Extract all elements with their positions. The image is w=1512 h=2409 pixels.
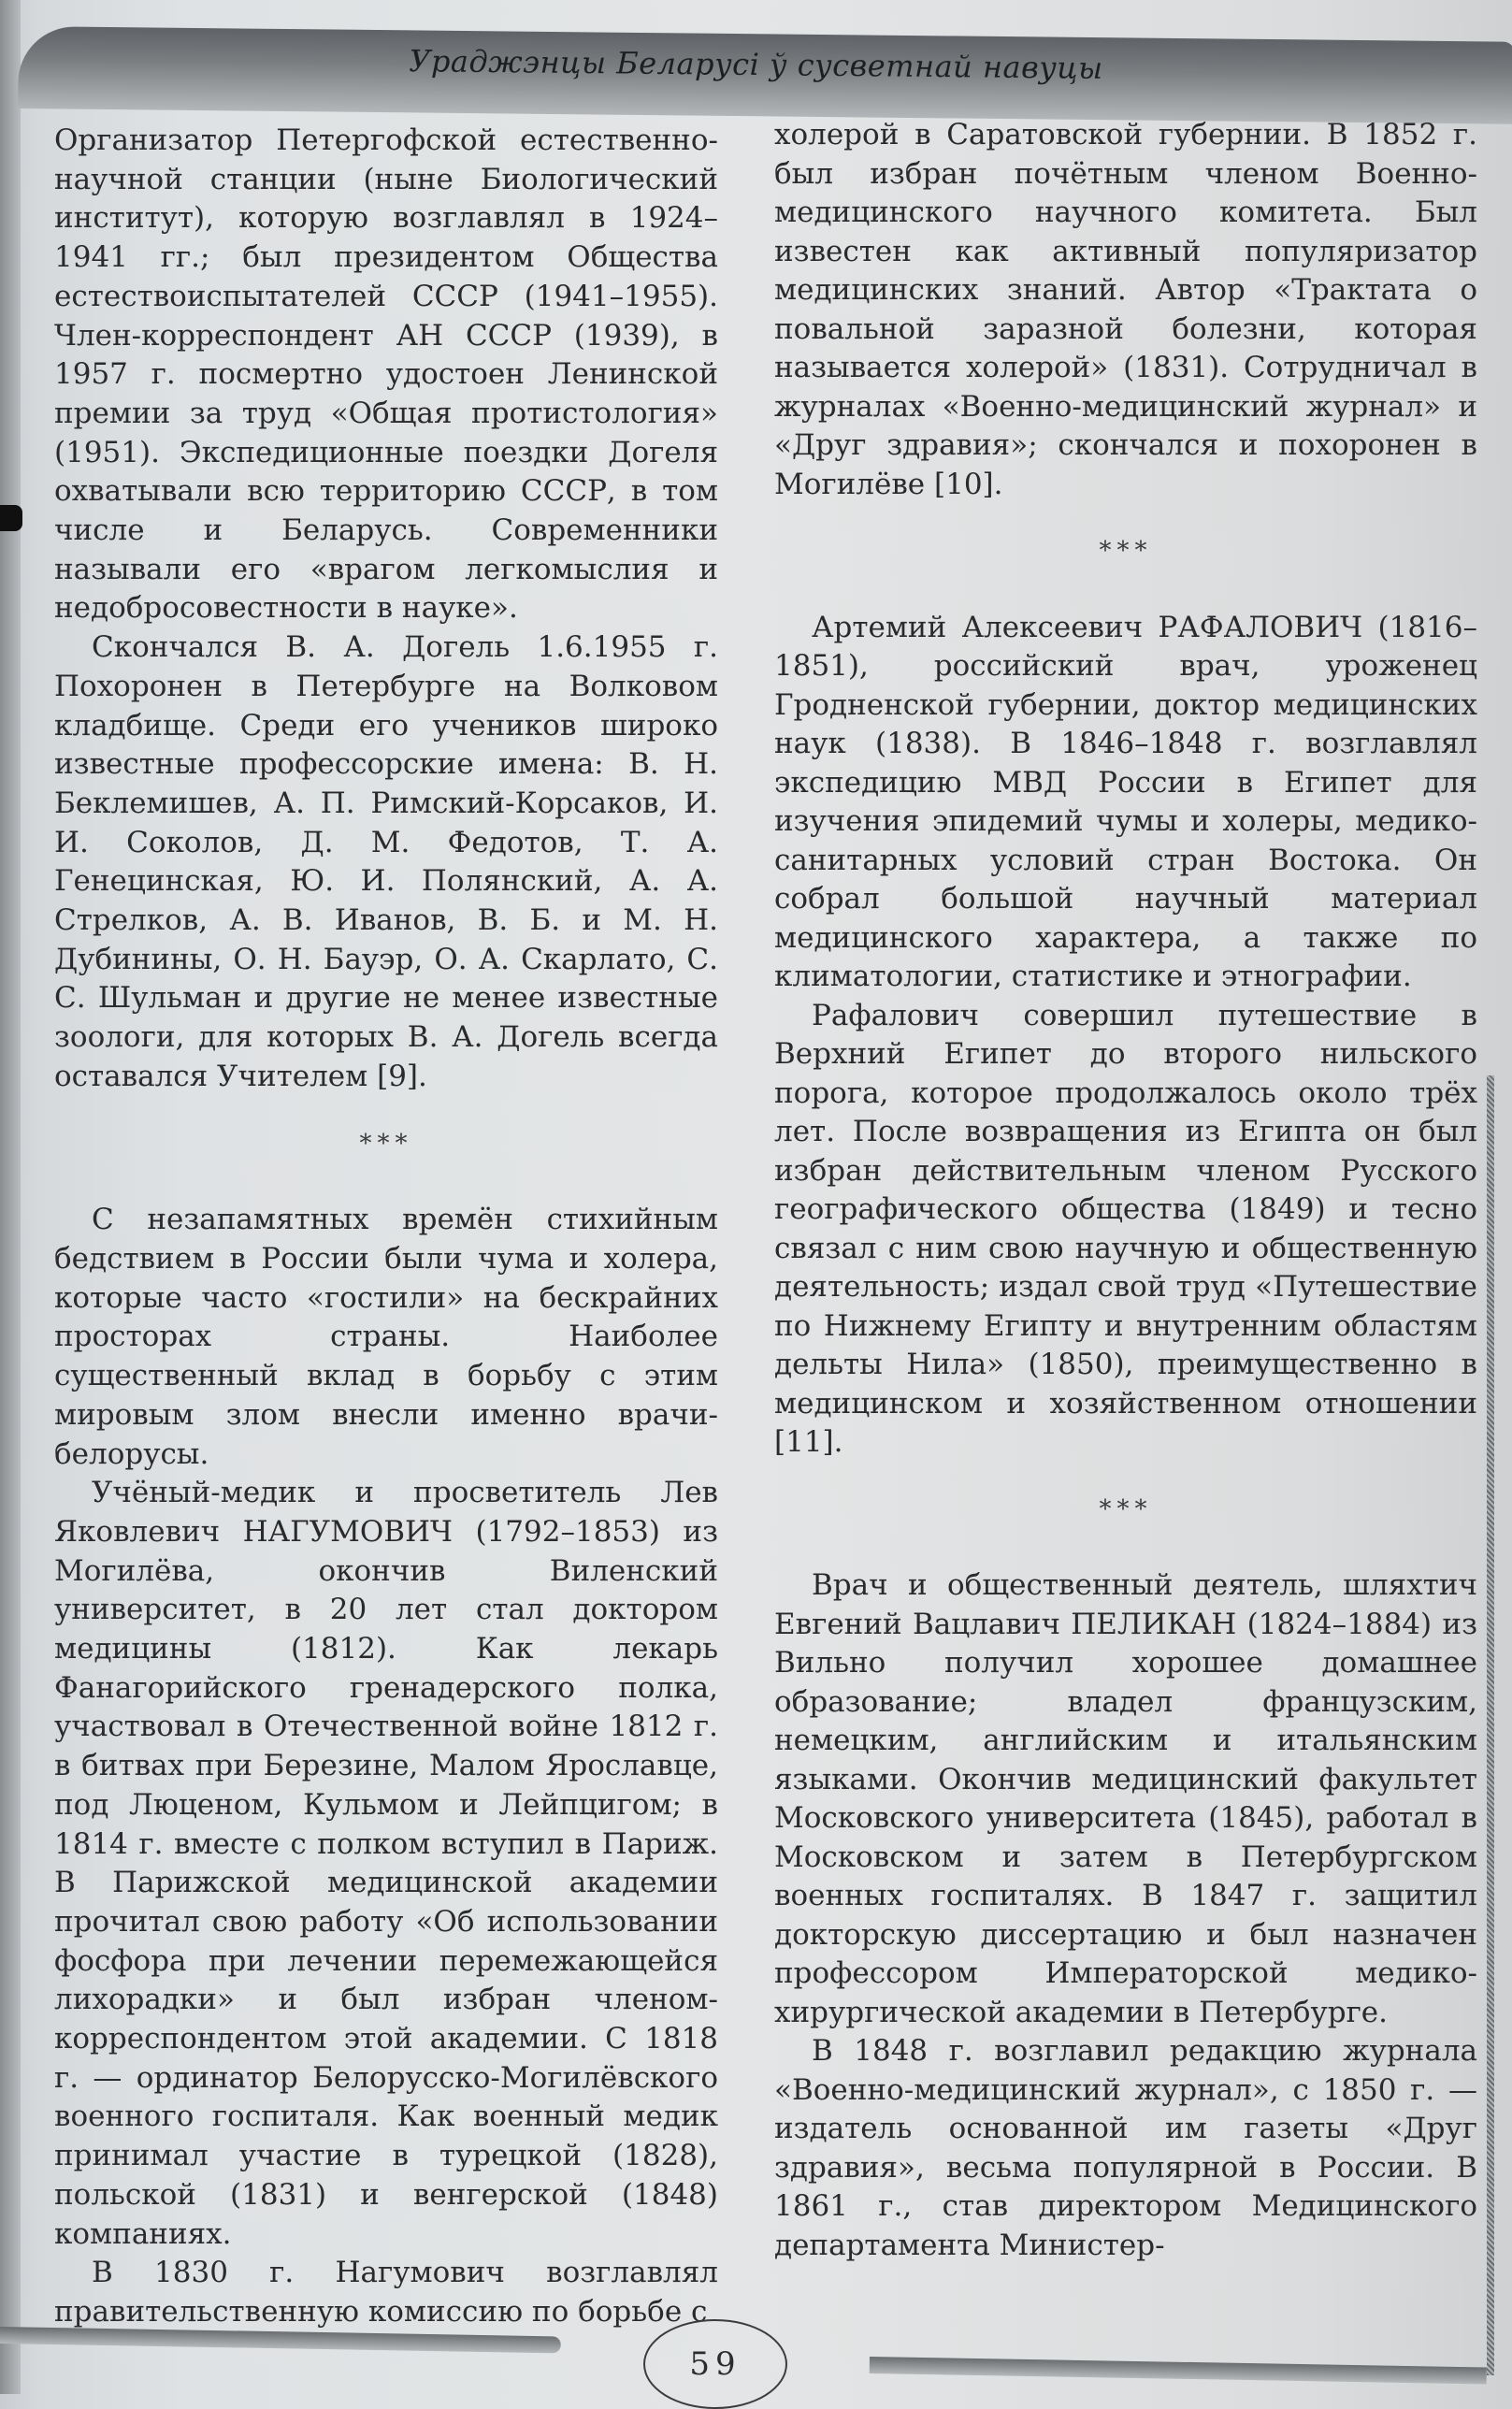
- paragraph-pelikan-bio: Врач и общественный деятель, шляхтич Евгений Вацлавич ПЕЛИКАН (1824–1884) из Вильно получил хорошее домашнее образование; владел французским, немецким, английским и итальянским языками. Окончив медицинский факультет Московского университета (1845), работал в Московском и затем в Петербургском военных госпиталях. В 1847 г. защитил докторскую диссертацию и был назначен профессором Императорской медико-хирургической академии в Петербурге.: [774, 1568, 1477, 2029]
- right-column: [774, 116, 1477, 2265]
- paragraph-nagumovich-continued: холерой в Саратовской губернии. В 1852 г. был избран почётным членом Военно-медицинского научного комитета. Был известен как активный популяризатор медицинских знаний. Автор «Трактата о повальной заразной болезни, которая называется холерой» (1831). Сотрудничал в журналах «Военно-медицинский журнал» и «Друг здравия»; скончался и похоронен в Могилёве [10].: [774, 118, 1477, 501]
- paragraph-dogel-death: Скончался В. А. Догель 1.6.1955 г. Похоронен в Петербурге на Волковом кладбище. Среди его учеников широко известные профессорские имена: В. Н. Беклемишев, А. П. Римский-Корсаков, И. И. Соколов, Д. М. Федотов, Т. А. Генецинская, Ю. И. Полянский, А. А. Стрелков, А. В. Иванов, В. Б. и М. Н. Дубинины, О. Н. Бауэр, О. А. Скарлато, С. С. Шульман и другие не менее известные зоологи, для которых В. А. Догель всегда оставался Учителем [9].: [54, 630, 718, 1093]
- paragraph-rafalovich-travel: Рафалович совершил путешествие в Верхний Египет до второго нильского порога, которое продолжалось около трёх лет. После возвращения из Египта он был избран действительным членом Русского географического общества (1849) и тесно связал с ним свою научную и общественную деятельность; издал свой труд «Путешествие по Нижнему Египту и внутренним областям дельты Нила» (1850), преимущественно в медицинском и хозяйственном отношении [11].: [774, 998, 1477, 1459]
- page-binding-edge: [0, 0, 21, 2394]
- paragraph-nagumovich-commission: В 1830 г. Нагумович возглавлял правительственную комиссию по борьбе с: [54, 2256, 718, 2329]
- running-header-title: Ураджэнцы Беларусі ў сусветнай навуцы: [409, 43, 1103, 86]
- right-margin-rule: [1487, 1075, 1494, 2375]
- paragraph-nagumovich-bio: Учёный-медик и просветитель Лев Яковлевич НАГУМОВИЧ (1792–1853) из Могилёва, окончив Виленский университет, в 20 лет стал доктором медицины (1812). Как лекарь Фанагорийского гренадерского полка, участвовал в Отечественной войне 1812 г. в битвах при Березине, Малом Ярославце, под Люценом, Кульмом и Лейпцигом; в 1814 г. вместе с полком вступил в Париж. В Парижской медицинской академии прочитал свою работу «Об использовании фосфора при лечении перемежающейся лихорадки» и был избран членом-корреспондентом этой академии. С 1818 г. — ординатор Белорусско-Могилёвского военного госпиталя. Как военный медик принимал участие в турецкой (1828), польской (1831) и венгерской (1848) компаниях.: [54, 1476, 718, 2251]
- binder-clip-mark: [0, 505, 22, 531]
- section-separator: ***: [359, 1129, 413, 1158]
- paragraph-dogel-career: Организатор Петергофской естественно-научной станции (ныне Биологический институт), которую возглавлял в 1924–1941 гг.; был президентом Общества естествоиспытателей СССР (1941–1955). Член-корреспондент АН СССР (1939), в 1957 г. посмертно удостоен Ленинской премии за труд «Общая протистология» (1951). Экспедиционные поездки Догеля охватывали всю территорию СССР, в том числе и Беларусь. Современники называли его «врагом легкомыслия и недобросовестности в науке».: [54, 123, 718, 626]
- paragraph-epidemics-intro: С незапамятных времён стихийным бедствием в России были чума и холера, которые часто «гостили» на бескрайних просторах страны. Наиболее существенный вклад в борьбу с этим мировым злом внесли именно врачи-белорусы.: [54, 1203, 718, 1471]
- paragraph-pelikan-editor: В 1848 г. возглавил редакцию журнала «Военно-медицинский журнал», с 1850 г. — издатель основанной им газеты «Друг здравия», весьма популярной в России. В 1861 г., став директором Медицинского департамента Министер-: [774, 2034, 1477, 2262]
- left-column: [54, 122, 718, 2332]
- section-separator: ***: [1099, 1494, 1153, 1523]
- section-separator: ***: [1099, 537, 1153, 565]
- page-number: 59: [643, 2319, 787, 2409]
- footer-band-right: [870, 2357, 1487, 2385]
- paragraph-rafalovich-bio: Артемий Алексеевич РАФАЛОВИЧ (1816–1851), российский врач, уроженец Гродненской губернии, доктор медицинских наук (1838). В 1846–1848 г. возглавлял экспедицию МВД России в Египет для изучения эпидемий чумы и холеры, медико-санитарных условий стран Востока. Он собрал большой научный материал медицинского характера, а также по климатологии, статистике и этнографии.: [774, 610, 1477, 993]
